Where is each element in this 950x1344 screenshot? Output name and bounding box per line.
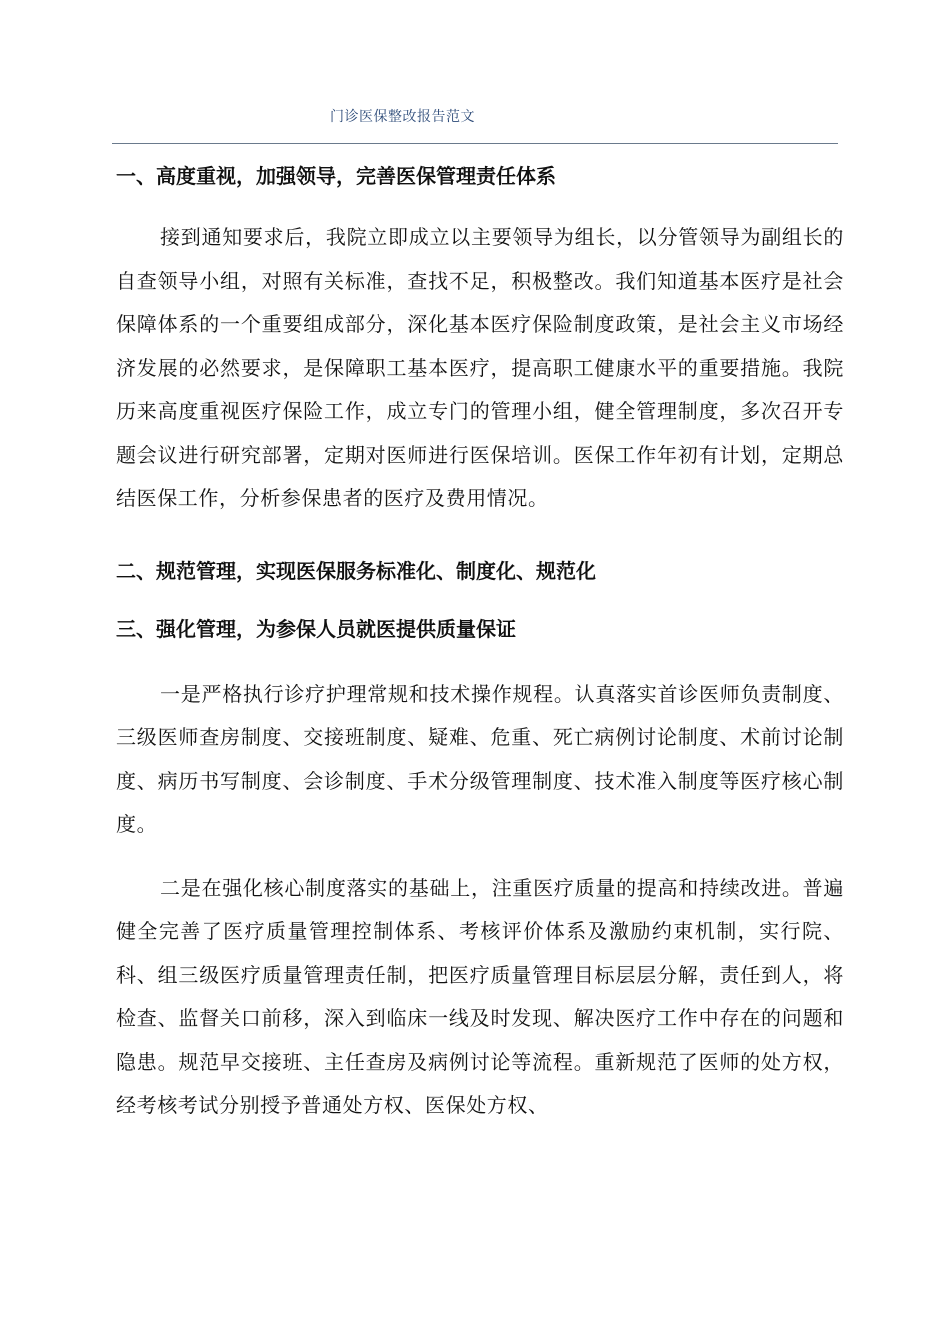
section-heading-3: 三、强化管理，为参保人员就医提供质量保证 xyxy=(116,616,516,641)
document-header-title: 门诊医保整改报告范文 xyxy=(330,109,475,125)
document-body xyxy=(116,162,844,1128)
section-1-paragraph-1: 接到通知要求后，我院立即成立以主要领导为组长，以分管领导为副组长的自查领导小组，对照有关标准，查找不足，积极整改。我们知道基本医疗是社会保障体系的一个重要组成部分，深化基本医疗保险制度政策，是社会主义市场经济发展的必然要求，是保障职工基本医疗，提高职工健康水平的重要措施。我院历来高度重视医疗保险工作，成立专门的管理小组，健全管理制度，多次召开专题会议进行研究部署，定期对医师进行医保培训。医保工作年初有计划，定期总结医保工作，分析参保患者的医疗及费用情况。 xyxy=(116,225,844,510)
section-heading-1: 一、高度重视，加强领导，完善医保管理责任体系 xyxy=(116,164,556,188)
section-heading-2: 二、规范管理，实现医保服务标准化、制度化、规范化 xyxy=(116,558,596,583)
page-header xyxy=(112,96,838,144)
section-3-paragraph-1: 一是严格执行诊疗护理常规和技术操作规程。认真落实首诊医师负责制度、三级医师查房制度、交接班制度、疑难、危重、死亡病例讨论制度、术前讨论制度、病历书写制度、会诊制度、手术分级管理制度、技术准入制度等医疗核心制度。 xyxy=(116,681,844,836)
section-3-paragraph-2: 二是在强化核心制度落实的基础上，注重医疗质量的提高和持续改进。普遍健全完善了医疗质量管理控制体系、考核评价体系及激励约束机制，实行院、科、组三级医疗质量管理责任制，把医疗质量管理目标层层分解，责任到人，将检查、监督关口前移，深入到临床一线及时发现、解决医疗工作中存在的问题和隐患。规范早交接班、主任查房及病例讨论等流程。重新规范了医师的处方权，经考核考试分别授予普通处方权、医保处方权、 xyxy=(116,875,844,1117)
